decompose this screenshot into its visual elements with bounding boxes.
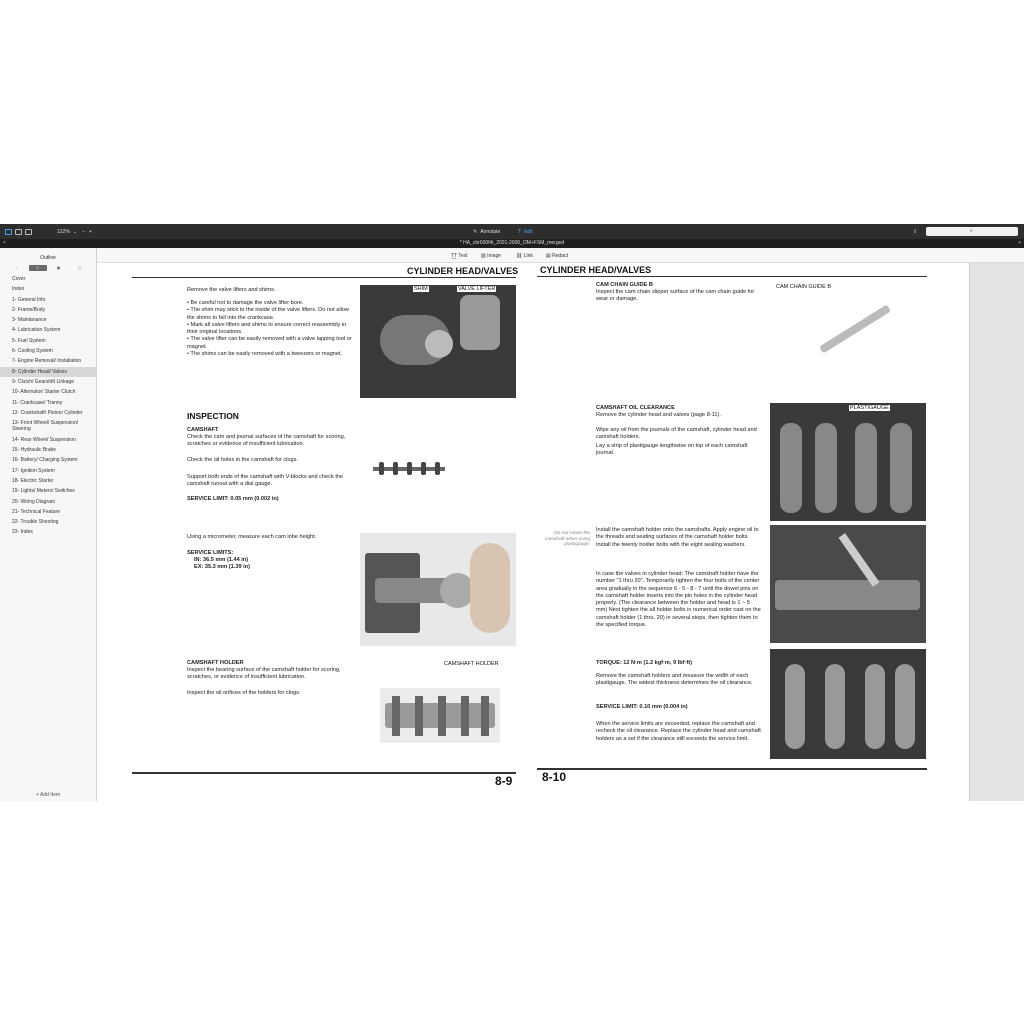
left-page-number: 8-9 [495, 774, 513, 788]
holder-inspect-text: Inspect the bearing surface of the camshaft holder for scoring, scratches, or evidence of insufficient lubrication. [187, 667, 341, 681]
document-title[interactable]: * HA_cbr600f4i_2001-2006_OM+FSM_merged [459, 240, 565, 246]
main-toolbar [0, 224, 1024, 239]
outline-sidebar [0, 248, 97, 801]
shim-label: SHIM [414, 286, 428, 292]
search-icon: ⌕ [970, 228, 973, 234]
new-tab-icon[interactable]: + [1018, 240, 1021, 246]
outline-item[interactable]: 19- Lights/ Meters/ Switches [12, 488, 75, 495]
oil-clearance-heading: CAMSHAFT OIL CLEARANCE [596, 405, 675, 411]
right-header-rule [537, 276, 927, 277]
shim-valve-lifter-photo [360, 285, 516, 398]
left-section-title: CYLINDER HEAD/VALVES [407, 266, 519, 276]
measure-plastigauge-photo [770, 649, 926, 759]
plastigauge-text: Lay a strip of plastigauge lengthwise on top of each camshaft journal. [596, 443, 748, 457]
outline-item[interactable]: 12- Crankshaft/ Piston/ Cylinder [12, 409, 83, 416]
sidebar-toggle-icon[interactable] [5, 229, 12, 235]
replacement-text: When the service limits are exceeded, replace the camshaft and recheck the oil clearance. Replace the cylinder head and camshaft holders as a set if the clearance still exceeds the service limit. [596, 721, 761, 742]
text-tool-button[interactable] [451, 253, 468, 259]
outline-item[interactable]: 8- Cylinder Head/ Valves [0, 367, 96, 377]
sidebar-tabs [6, 265, 90, 271]
micrometer-text: Using a micrometer, measure each cam lobe height. [187, 534, 317, 540]
link-tool-button[interactable] [516, 253, 533, 259]
cam-chain-guide-text: Inspect the cam chain slipper surface of the cam chain guide for wear or damage. [596, 289, 755, 303]
outline-item[interactable]: 6- Cooling System [12, 348, 53, 355]
bookmark-tab-icon[interactable]: ▫ [15, 265, 18, 270]
zoom-control [57, 227, 92, 236]
outline-tab-icon[interactable]: ≡ [29, 265, 47, 271]
grid-view-icon[interactable] [15, 229, 22, 235]
chevron-down-icon[interactable]: ⌄ [72, 228, 77, 235]
outline-item[interactable]: 5- Fuel System [12, 337, 46, 344]
camshaft-heading: CAMSHAFT [187, 427, 219, 433]
camshaft-illustration [373, 458, 445, 480]
zoom-in-button[interactable]: + [88, 228, 92, 235]
edit-button[interactable] [518, 227, 533, 236]
caution-item: • The shim may stick to the inside of the valve lifters. Do not allow the shims to fall into the crankcase. [187, 307, 349, 321]
caution-item: • The valve lifter can be easily removed with a valve lapping tool or magnet. [187, 336, 352, 350]
outline-item[interactable]: 3- Maintanance [12, 317, 47, 324]
right-section-title: CYLINDER HEAD/VALVES [540, 265, 652, 275]
inspection-heading: INSPECTION [187, 411, 239, 421]
install-holder-text: Install the camshaft holder onto the camshafts. Apply engine oil to the threads and seating surfaces of the camshaft holder bolts. Install the twenty holder bolts with the eight sealing washers. [596, 527, 759, 548]
redact-tool-label: Redact [552, 253, 568, 259]
pdf-app-window [0, 224, 1024, 801]
cam-chain-guide-label: CAM CHAIN GUIDE B [776, 284, 832, 290]
measure-plastigauge-text: Remove the camshaft holders and measure the width of each plastigauge. The widest thickness determines the oil clearance. [596, 673, 753, 687]
annotate-label: Annotate [480, 228, 501, 235]
outline-item[interactable]: Cover [12, 276, 26, 282]
view-mode-buttons [5, 227, 35, 236]
edit-label: Edit [524, 228, 533, 235]
service-limits-heading: SERVICE LIMITS: [187, 550, 234, 556]
pencil-icon: ✎ [473, 228, 478, 235]
outline-item[interactable]: 9- Clutch/ Gearshift Linkage [12, 378, 74, 385]
link-tool-label: Link [523, 253, 533, 259]
outline-item[interactable]: 21- Technical Feature [12, 508, 60, 515]
outline-item[interactable]: 13- Front Wheel/ Suspension/ Steering [12, 420, 79, 433]
holder-oil-text: Inspect the oil orifices of the holders for clogs. [187, 690, 301, 696]
add-item-button[interactable]: + Add Item [35, 792, 61, 798]
outline-item[interactable]: 10- Alternator/ Starter Clutch [12, 389, 76, 396]
caution-item: • Mark all valve lifters and shims to ensure correct reassembly in their original locations. [187, 321, 347, 336]
micrometer-photo [360, 533, 516, 646]
oil-holes-text: Check the oil holes in the camshaft for clogs. [187, 457, 298, 463]
left-header-rule [132, 277, 516, 278]
right-page-number: 8-10 [542, 770, 567, 784]
pdf-page-spread [97, 263, 969, 801]
remove-lifters-text: Remove the valve lifters and shims. [187, 287, 276, 293]
edit-toolbar [97, 248, 1024, 263]
thumbnail-tab-icon[interactable]: ▣ [56, 265, 61, 270]
oil-clearance-service-limit: SERVICE LIMIT: 0.10 mm (0.004 in) [596, 704, 688, 710]
image-tool-label: Image [487, 253, 502, 259]
right-footer-rule [537, 768, 927, 770]
outline-item[interactable]: 1- General Info [12, 296, 46, 303]
camshaft-holder-photo [380, 688, 500, 743]
search-input[interactable] [926, 227, 1018, 236]
caution-item: • Be careful not to damage the valve lifter bore. [187, 300, 304, 306]
text-edit-icon: T [518, 228, 522, 235]
link-tool-icon: ⛓ [516, 253, 524, 259]
outline-item[interactable]: 11- Crankcase/ Tranny [12, 399, 63, 406]
torque-spec: TORQUE: 12 N·m (1.2 kgf·m, 9 lbf·ft) [596, 660, 692, 666]
runout-text: Support both ends of the camshaft with V-blocks and check the camshaft runout with a dial gauge. [187, 474, 344, 488]
document-viewer[interactable] [97, 263, 1024, 801]
zoom-level[interactable]: 122% [57, 228, 70, 235]
tightening-sequence-text: In case the valves in cylinder head: The camshaft holder have the number "1 thru 20". Temporarily tighten the four bolts of the center area gradually in the sequence 6 - 5 - 8 - 7 until the dowel pins on the camshaft holder inserts into the pin holes in the cylinder head properly. (The clearance between the holder and head is 1 ~ 5 mm) Next tighten the all holder bolts in numerical order cast on the camshaft holder (1 thru. 20) in several steps, then tighten them to the specified torque. [596, 571, 761, 629]
plastigauge-margin-note: Do not rotate the camshaft when using plastigauge. [544, 531, 590, 547]
camshaft-service-limit: SERVICE LIMIT: 0.05 mm (0.002 in) [187, 496, 279, 502]
cam-chain-guide-illustration [819, 304, 891, 353]
plastigauge-photo [770, 403, 926, 521]
redact-tool-button[interactable] [546, 253, 568, 259]
outline-item[interactable]: 16- Battery/ Charging System [12, 457, 78, 464]
outline-item[interactable]: 14- Rear Wheel/ Suspension [12, 436, 76, 443]
outline-item[interactable]: 18- Electric Starter [12, 477, 54, 484]
service-limit-in: IN: 36.5 mm (1.44 in) [194, 557, 249, 563]
camshaft-holder-label: CAMSHAFT HOLDER [444, 661, 499, 667]
wipe-oil-text: Wipe any oil from the journals of the camshaft, cylinder head and camshaft holders. [596, 427, 757, 441]
next-page-edge [969, 263, 1024, 801]
service-limit-ex: EX: 35.3 mm (1.39 in) [194, 564, 250, 570]
outline-item[interactable]: 20- Wiring Diagram [12, 498, 56, 505]
caution-list [187, 300, 357, 358]
outline-item[interactable]: 17- Ignition System [12, 467, 55, 474]
caution-item: • The shims can be easily removed with a tweezers or magnet. [187, 351, 343, 358]
outline-list [0, 274, 96, 538]
zoom-out-button[interactable]: − [82, 228, 85, 235]
left-footer-rule [132, 772, 516, 774]
image-tool-icon: ▨ [481, 253, 488, 259]
share-icon[interactable]: ⇪ [913, 228, 918, 235]
outline-item[interactable]: 7- Engine Removal/ Installation [12, 358, 82, 365]
page-view-icon[interactable] [25, 229, 32, 235]
sidebar-header: Outline [40, 255, 56, 261]
outline-item[interactable]: 23- Index [12, 529, 33, 536]
text-tool-label: Text [458, 253, 468, 259]
valve-lifter-label: VALVE LIFTER [458, 286, 496, 292]
outline-item[interactable]: 22- Trouble Shooting [12, 519, 59, 526]
redact-tool-icon: ▤ [546, 253, 553, 259]
outline-item[interactable]: Index [12, 286, 25, 293]
plastigauge-label: PLASTIGAUGE [850, 405, 889, 411]
outline-item[interactable]: 15- Hydraulic Brake [12, 447, 56, 454]
cam-chain-guide-heading: CAM CHAIN GUIDE B [596, 282, 653, 288]
camshaft-inspect-text: Check the cam and journal surfaces of the camshaft for scoring, scratches or evidence of insufficient lubrication. [187, 434, 346, 448]
outline-item[interactable]: 4- Lubrication System [12, 327, 61, 334]
image-tool-button[interactable] [481, 253, 501, 259]
outline-item[interactable]: 2- Frame/Body [12, 306, 46, 313]
annotate-button[interactable] [473, 227, 500, 236]
close-icon[interactable]: × [3, 240, 6, 246]
remove-head-text: Remove the cylinder head and valves (page 8-11). [596, 412, 721, 418]
document-tab-bar [0, 239, 1024, 248]
page-tab-icon[interactable]: ▯ [78, 265, 81, 270]
text-tool-icon: T͟T [451, 253, 459, 259]
holder-bolts-photo [770, 525, 926, 643]
camshaft-holder-heading: CAMSHAFT HOLDER [187, 660, 244, 666]
